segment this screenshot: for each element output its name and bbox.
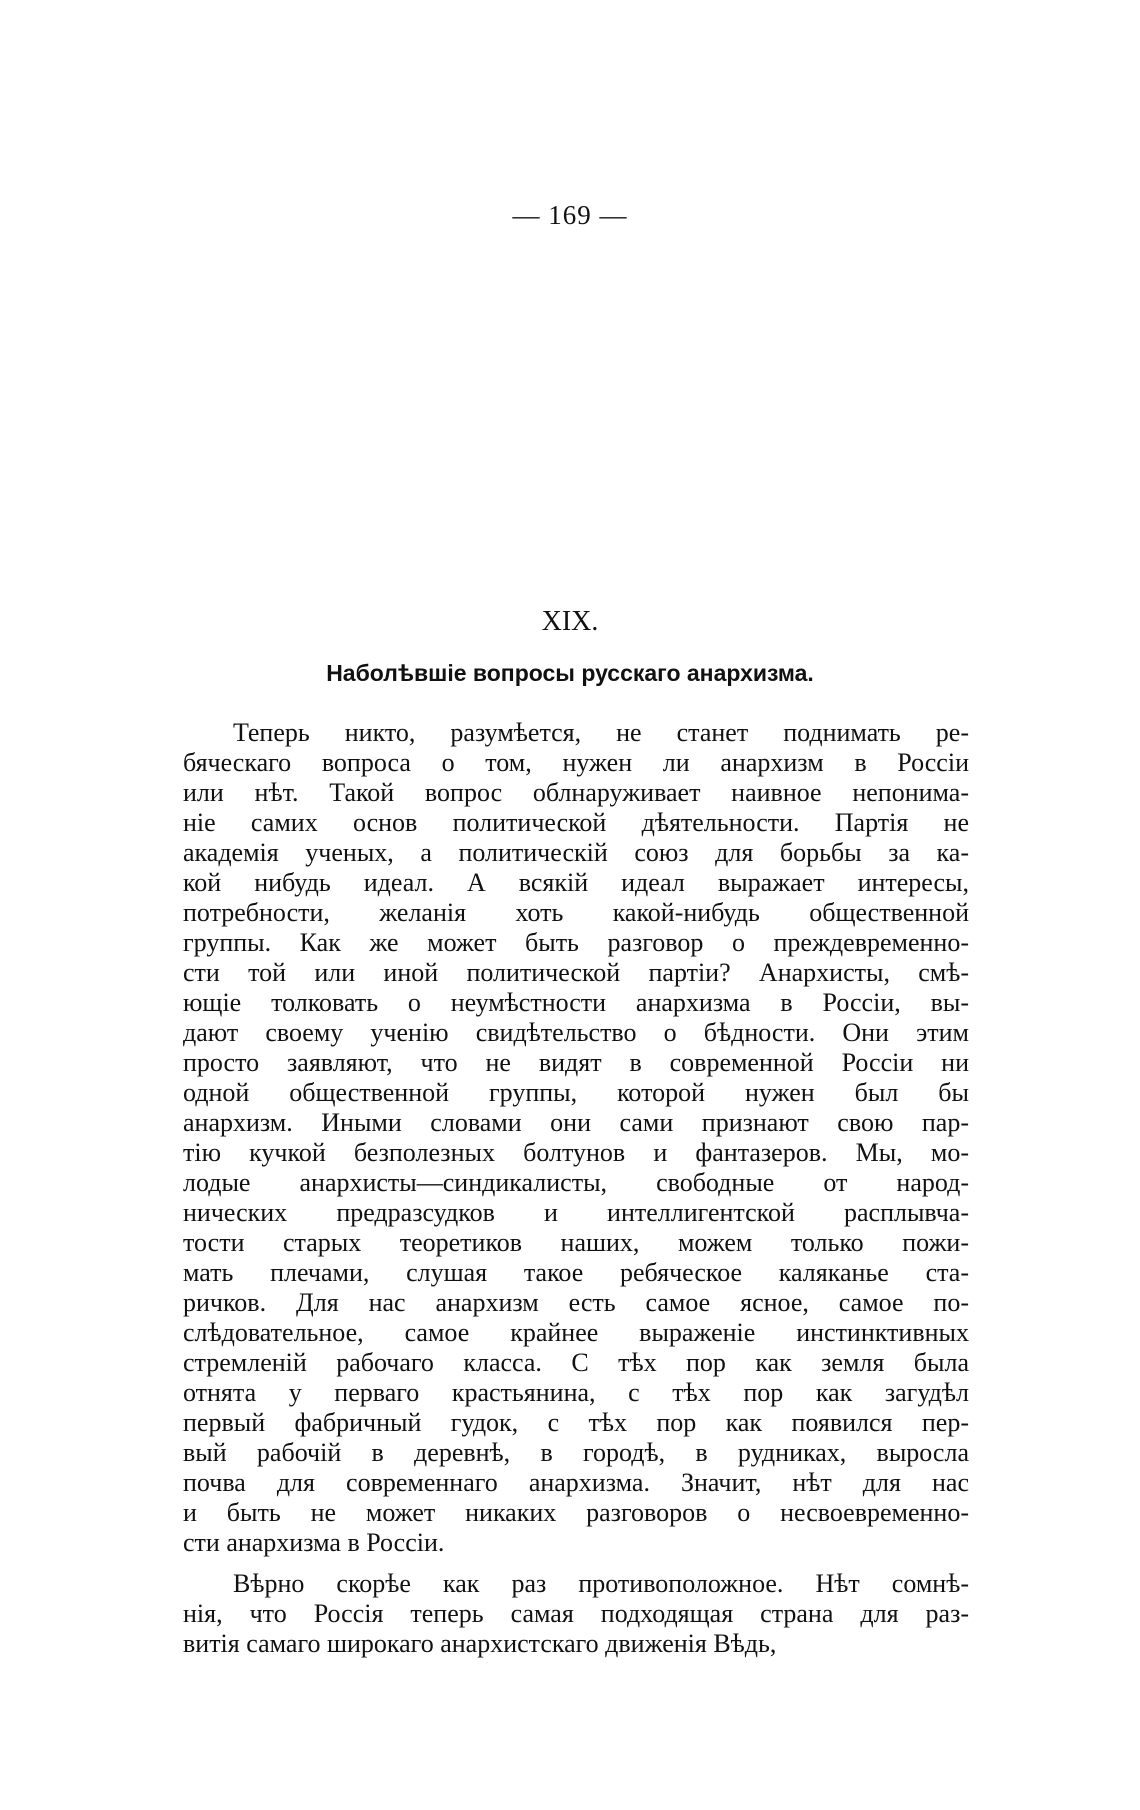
text-line: ричков. Для нас анархизм есть самое ясное, самое по-: [183, 1288, 969, 1317]
text-line: потребности, желанія хоть какой-нибудь общественной: [183, 898, 969, 927]
text-line: почва для современнаго анархизма. Значит, нѣт для нас: [183, 1468, 969, 1497]
text-line: академія ученых, а политическій союз для борьбы за ка-: [183, 838, 969, 867]
text-line: кой нибудь идеал. А всякій идеал выражает интересы,: [183, 868, 969, 897]
text-line: стремленій рабочаго класса. С тѣх пор как земля была: [183, 1348, 969, 1377]
text-line: одной общественной группы, которой нужен был бы: [183, 1078, 969, 1107]
text-line: группы. Как же может быть разговор о преждевременно-: [183, 928, 969, 957]
text-line: бяческаго вопроса о том, нужен ли анархизм в Россіи: [183, 748, 969, 777]
text-line: лодые анархисты—синдикалисты, свободные от народ-: [183, 1168, 969, 1197]
text-line: мать плечами, слушая такое ребяческое каляканье ста-: [183, 1258, 969, 1287]
text-line: ющіе толковать о неумѣстности анархизма в Россіи, вы-: [183, 988, 969, 1017]
text-line: нія, что Россія теперь самая подходящая страна для раз-: [183, 1599, 969, 1628]
text-line: и быть не может никаких разговоров о несвоевременно-: [183, 1498, 969, 1527]
text-line: Теперь никто, разумѣется, не станет поднимать ре-: [233, 718, 969, 747]
text-line: сти анархизма в Россіи.: [183, 1528, 445, 1557]
text-line: тости старых теоретиков наших, можем только пожи-: [183, 1228, 969, 1257]
text-line: вый рабочій в деревнѣ, в городѣ, в рудниках, выросла: [183, 1438, 969, 1467]
page-number: — 169 —: [512, 200, 628, 230]
text-line: тію кучкой безполезных болтунов и фантазеров. Мы, мо-: [183, 1138, 969, 1167]
text-line: слѣдовательное, самое крайнее выраженіе инстинктивных: [183, 1318, 969, 1347]
text-line: дают своему ученію свидѣтельство о бѣдности. Они этим: [183, 1018, 969, 1047]
paragraph: [183, 718, 969, 1558]
text-line: или нѣт. Такой вопрос облнаруживает наивное непонима-: [183, 778, 969, 807]
text-line: нических предразсудков и интеллигентской расплывча-: [183, 1198, 969, 1227]
body-text: [183, 718, 969, 1670]
text-line: сти той или иной политической партіи? Анархисты, смѣ-: [183, 958, 969, 987]
text-line: просто заявляют, что не видят в современной Россіи ни: [183, 1048, 969, 1077]
text-line: первый фабричный гудок, с тѣх пор как появился пер-: [183, 1408, 969, 1437]
text-line: анархизм. Иными словами они сами признают свою пар-: [183, 1108, 969, 1137]
paragraph: [183, 1569, 969, 1659]
chapter-title: Наболѣвшіе вопросы русскаго анархизма.: [326, 660, 814, 686]
text-line: отнята у перваго крастьянина, с тѣх пор как загудѣл: [183, 1378, 969, 1407]
text-line: Вѣрно скорѣе как раз противоположное. Нѣт сомнѣ-: [233, 1569, 969, 1598]
chapter-number: XIX.: [541, 606, 599, 637]
text-line: ніе самих основ политической дѣятельности. Партія не: [183, 808, 969, 837]
text-line: витія самаго широкаго анархистскаго движенія Вѣдь,: [183, 1629, 777, 1658]
